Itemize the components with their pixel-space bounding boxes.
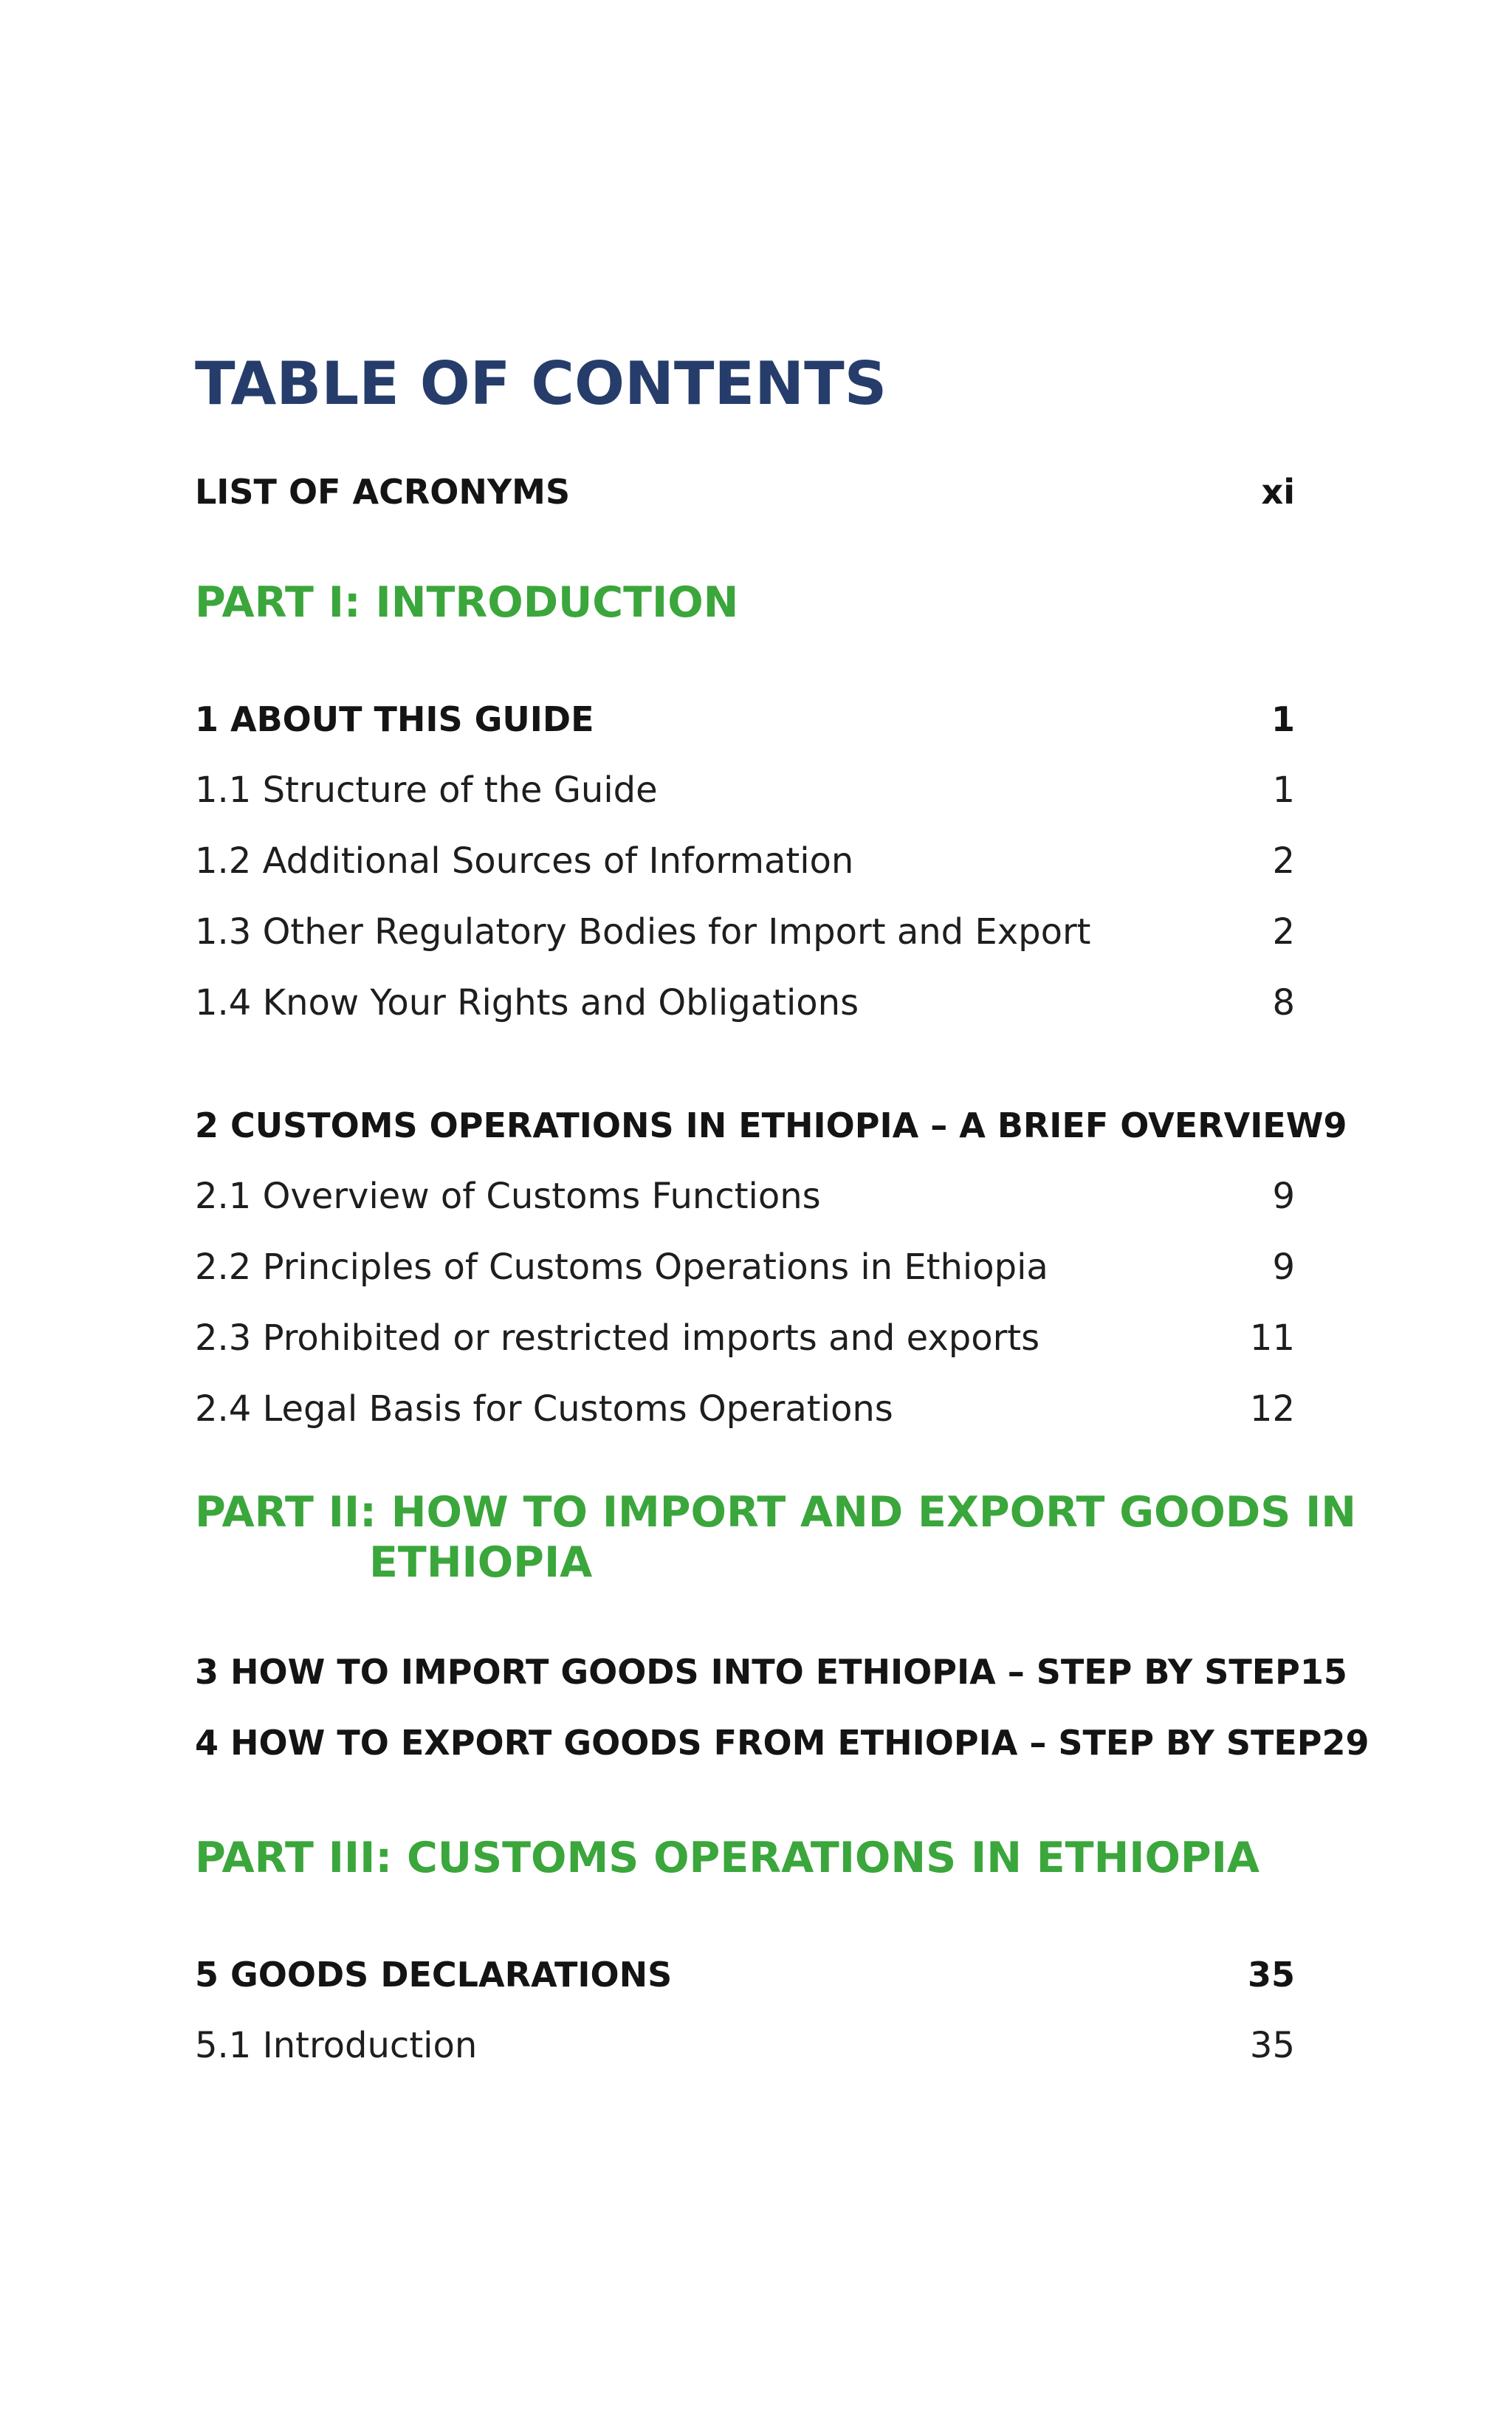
toc-entry-label: 4 HOW TO EXPORT GOODS FROM ETHIOPIA – STEP BY STEP (195, 1723, 1322, 1763)
toc-entry-label: 5.1 Introduction (195, 2025, 478, 2066)
toc-entry-label: 1 ABOUT THIS GUIDE (195, 699, 594, 739)
toc-chapter-3[interactable] (195, 1636, 1347, 1707)
part-heading-3[interactable] (195, 1833, 1295, 1883)
toc-entry-page: xi (1261, 472, 1295, 512)
toc-entry-label: 3 HOW TO IMPORT GOODS INTO ETHIOPIA – STEP BY STEP (195, 1652, 1300, 1692)
part-heading-line2: ETHIOPIA (369, 1538, 593, 1587)
toc-entry-page: 9 (1272, 1247, 1295, 1288)
toc-section-1-2[interactable] (195, 826, 1295, 896)
toc-section-2-3[interactable] (195, 1303, 1295, 1374)
toc-entry-label: 1.2 Additional Sources of Information (195, 840, 854, 882)
toc-entry-page: 11 (1249, 1317, 1295, 1359)
toc-content (195, 340, 1370, 2081)
toc-entry-acronyms[interactable] (195, 456, 1295, 527)
toc-chapter-2[interactable] (195, 1090, 1347, 1161)
toc-section-2-2[interactable] (195, 1232, 1295, 1303)
toc-entry-page: 2 (1272, 840, 1295, 882)
toc-entry-label: 2.1 Overview of Customs Functions (195, 1176, 821, 1217)
part-heading-label: PART III: CUSTOMS OPERATIONS IN ETHIOPIA (195, 1834, 1260, 1882)
toc-entry-page: 29 (1322, 1723, 1370, 1763)
part-heading-label: PART I: INTRODUCTION (195, 578, 739, 627)
toc-chapter-4[interactable] (195, 1707, 1370, 1778)
toc-section-1-3[interactable] (195, 896, 1295, 967)
toc-entry-label: 1.4 Know Your Rights and Obligations (195, 982, 859, 1024)
toc-entry-label: 5 GOODS DECLARATIONS (195, 1955, 673, 1995)
toc-entry-label: 2.3 Prohibited or restricted imports and exports (195, 1317, 1040, 1359)
toc-chapter-5[interactable] (195, 1939, 1295, 2010)
toc-entry-label: 1.1 Structure of the Guide (195, 769, 658, 811)
toc-entry-label: LIST OF ACRONYMS (195, 472, 571, 512)
part-heading-line1: PART II: HOW TO IMPORT AND EXPORT GOODS IN (195, 1488, 1357, 1537)
toc-entry-label: 2.2 Principles of Customs Operations in Ethiopia (195, 1247, 1048, 1288)
toc-chapter-1[interactable] (195, 684, 1295, 755)
toc-entry-label: 2 CUSTOMS OPERATIONS IN ETHIOPIA – A BRIEF OVERVIEW (195, 1105, 1324, 1145)
toc-entry-page: 9 (1323, 1105, 1347, 1145)
toc-section-2-1[interactable] (195, 1161, 1295, 1232)
toc-section-1-1[interactable] (195, 755, 1295, 826)
toc-entry-page: 15 (1299, 1652, 1347, 1692)
toc-entry-page: 2 (1272, 911, 1295, 953)
toc-entry-page: 1 (1272, 769, 1295, 811)
toc-entry-page: 1 (1271, 699, 1295, 739)
toc-section-2-4[interactable] (195, 1374, 1295, 1444)
toc-entry-page: 9 (1272, 1176, 1295, 1217)
toc-entry-page: 35 (1249, 2025, 1295, 2066)
part-heading-1[interactable] (195, 577, 1295, 628)
toc-entry-label: 1.3 Other Regulatory Bodies for Import and Export (195, 911, 1091, 953)
toc-entry-page: 12 (1249, 1388, 1295, 1430)
toc-entry-page: 8 (1272, 982, 1295, 1024)
toc-entry-page: 35 (1247, 1955, 1295, 1995)
toc-entry-label: 2.4 Legal Basis for Customs Operations (195, 1388, 893, 1430)
page-title: TABLE OF CONTENTS (195, 349, 887, 418)
part-heading-2[interactable] (195, 1487, 1357, 1588)
toc-section-5-1[interactable] (195, 2010, 1295, 2081)
toc-section-1-4[interactable] (195, 967, 1295, 1038)
